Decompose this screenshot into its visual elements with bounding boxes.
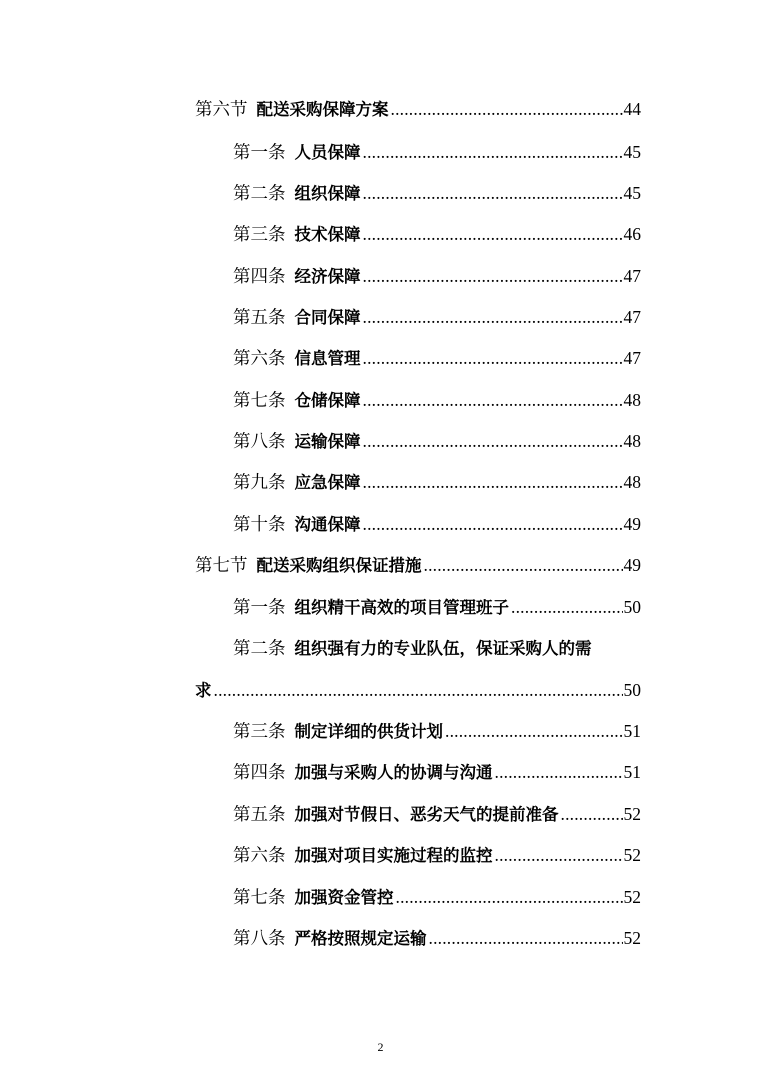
toc-title: 加强对项目实施过程的监控 — [294, 846, 493, 865]
toc-item[interactable] — [233, 389, 641, 412]
toc-number: 第三条 — [233, 721, 286, 741]
toc-title: 经济保障 — [294, 267, 361, 286]
toc-page: 45 — [623, 183, 641, 203]
toc-title: 技术保障 — [294, 225, 361, 244]
toc-item[interactable] — [233, 761, 641, 784]
toc-number: 第七节 — [195, 555, 248, 575]
toc-page: 44 — [623, 99, 641, 119]
toc-item-wrapped-line[interactable] — [233, 637, 592, 660]
toc-leader — [495, 761, 623, 783]
toc-item[interactable] — [233, 141, 641, 164]
toc-number: 第三条 — [233, 224, 286, 244]
toc-number: 第四条 — [233, 266, 286, 286]
toc-leader — [363, 389, 623, 411]
toc-leader — [363, 182, 623, 204]
toc-leader — [396, 886, 623, 908]
toc-page: 48 — [623, 431, 641, 451]
toc-page: 48 — [623, 472, 641, 492]
toc-page: 49 — [623, 555, 641, 575]
toc-page: 49 — [623, 514, 641, 534]
toc-page: 46 — [623, 224, 641, 244]
toc-title: 加强对节假日、恶劣天气的提前准备 — [294, 805, 559, 824]
toc-item[interactable] — [233, 265, 641, 288]
toc-item[interactable] — [233, 844, 641, 867]
toc-leader — [363, 223, 623, 245]
toc-title: 人员保障 — [294, 143, 361, 162]
toc-page: 50 — [623, 680, 641, 700]
toc-leader — [363, 347, 623, 369]
toc-item[interactable] — [233, 596, 641, 619]
toc-number: 第七条 — [233, 390, 286, 410]
toc-number: 第二条 — [233, 183, 286, 203]
toc-page: 52 — [623, 928, 641, 948]
toc-item[interactable] — [233, 430, 641, 453]
toc-number: 第四条 — [233, 762, 286, 782]
toc-item[interactable] — [233, 223, 641, 246]
toc-item[interactable] — [233, 927, 641, 950]
toc-number: 第五条 — [233, 804, 286, 824]
toc-page: 47 — [623, 266, 641, 286]
toc-number: 第十条 — [233, 514, 286, 534]
toc-leader — [424, 554, 623, 576]
toc-item[interactable] — [233, 513, 641, 536]
toc-number: 第一条 — [233, 597, 286, 617]
toc-title: 严格按照规定运输 — [294, 929, 427, 948]
toc-title: 配送采购保障方案 — [256, 100, 389, 119]
toc-number: 第九条 — [233, 472, 286, 492]
toc-title: 加强与采购人的协调与沟通 — [294, 763, 493, 782]
toc-item[interactable] — [233, 182, 641, 205]
toc-title: 沟通保障 — [294, 515, 361, 534]
toc-leader — [445, 720, 623, 742]
toc-section-7[interactable] — [195, 554, 641, 577]
toc-item[interactable] — [233, 886, 641, 909]
toc-leader — [363, 141, 623, 163]
toc-number: 第六节 — [195, 99, 248, 119]
toc-title: 组织保障 — [294, 184, 361, 203]
toc-leader — [363, 306, 623, 328]
toc-page: 52 — [623, 845, 641, 865]
toc-title: 应急保障 — [294, 473, 361, 492]
toc-page: 51 — [623, 721, 641, 741]
toc-leader — [495, 844, 623, 866]
toc-leader — [363, 513, 623, 535]
toc-leader — [391, 98, 623, 120]
toc-leader — [561, 803, 623, 825]
toc-page: 48 — [623, 390, 641, 410]
toc-page: 52 — [623, 804, 641, 824]
toc-leader — [214, 679, 623, 701]
toc-item[interactable] — [233, 803, 641, 826]
toc-number: 第一条 — [233, 142, 286, 162]
toc-title: 运输保障 — [294, 432, 361, 451]
toc-title: 组织强有力的专业队伍，保证采购人的需 — [294, 639, 592, 658]
toc-number: 第八条 — [233, 928, 286, 948]
toc-number: 第二条 — [233, 638, 286, 658]
toc-section-6[interactable] — [195, 98, 641, 121]
toc-title: 合同保障 — [294, 308, 361, 327]
toc-leader — [511, 596, 623, 618]
toc-title: 配送采购组织保证措施 — [256, 556, 422, 575]
toc-title: 组织精干高效的项目管理班子 — [294, 598, 509, 617]
toc-page: 45 — [623, 142, 641, 162]
toc-item[interactable] — [233, 306, 641, 329]
toc-page: 47 — [623, 348, 641, 368]
toc-page: 52 — [623, 887, 641, 907]
toc-title: 加强资金管控 — [294, 888, 394, 907]
toc-title: 仓储保障 — [294, 391, 361, 410]
toc-number: 第六条 — [233, 845, 286, 865]
toc-leader — [429, 927, 623, 949]
toc-leader — [363, 265, 623, 287]
toc-item-continuation[interactable] — [195, 679, 641, 702]
toc-number: 第八条 — [233, 431, 286, 451]
toc-number: 第六条 — [233, 348, 286, 368]
toc-title: 信息管理 — [294, 349, 361, 368]
toc-page: 51 — [623, 762, 641, 782]
toc-leader — [363, 471, 623, 493]
toc-item[interactable] — [233, 471, 641, 494]
page-number: 2 — [377, 1040, 384, 1054]
toc-item[interactable] — [233, 347, 641, 370]
toc-number: 第七条 — [233, 887, 286, 907]
toc-page: 47 — [623, 307, 641, 327]
toc-page: 50 — [623, 597, 641, 617]
toc-leader — [363, 430, 623, 452]
toc-title: 制定详细的供货计划 — [294, 722, 443, 741]
toc-title-continuation: 求 — [195, 681, 212, 700]
toc-number: 第五条 — [233, 307, 286, 327]
toc-item[interactable] — [233, 720, 641, 743]
